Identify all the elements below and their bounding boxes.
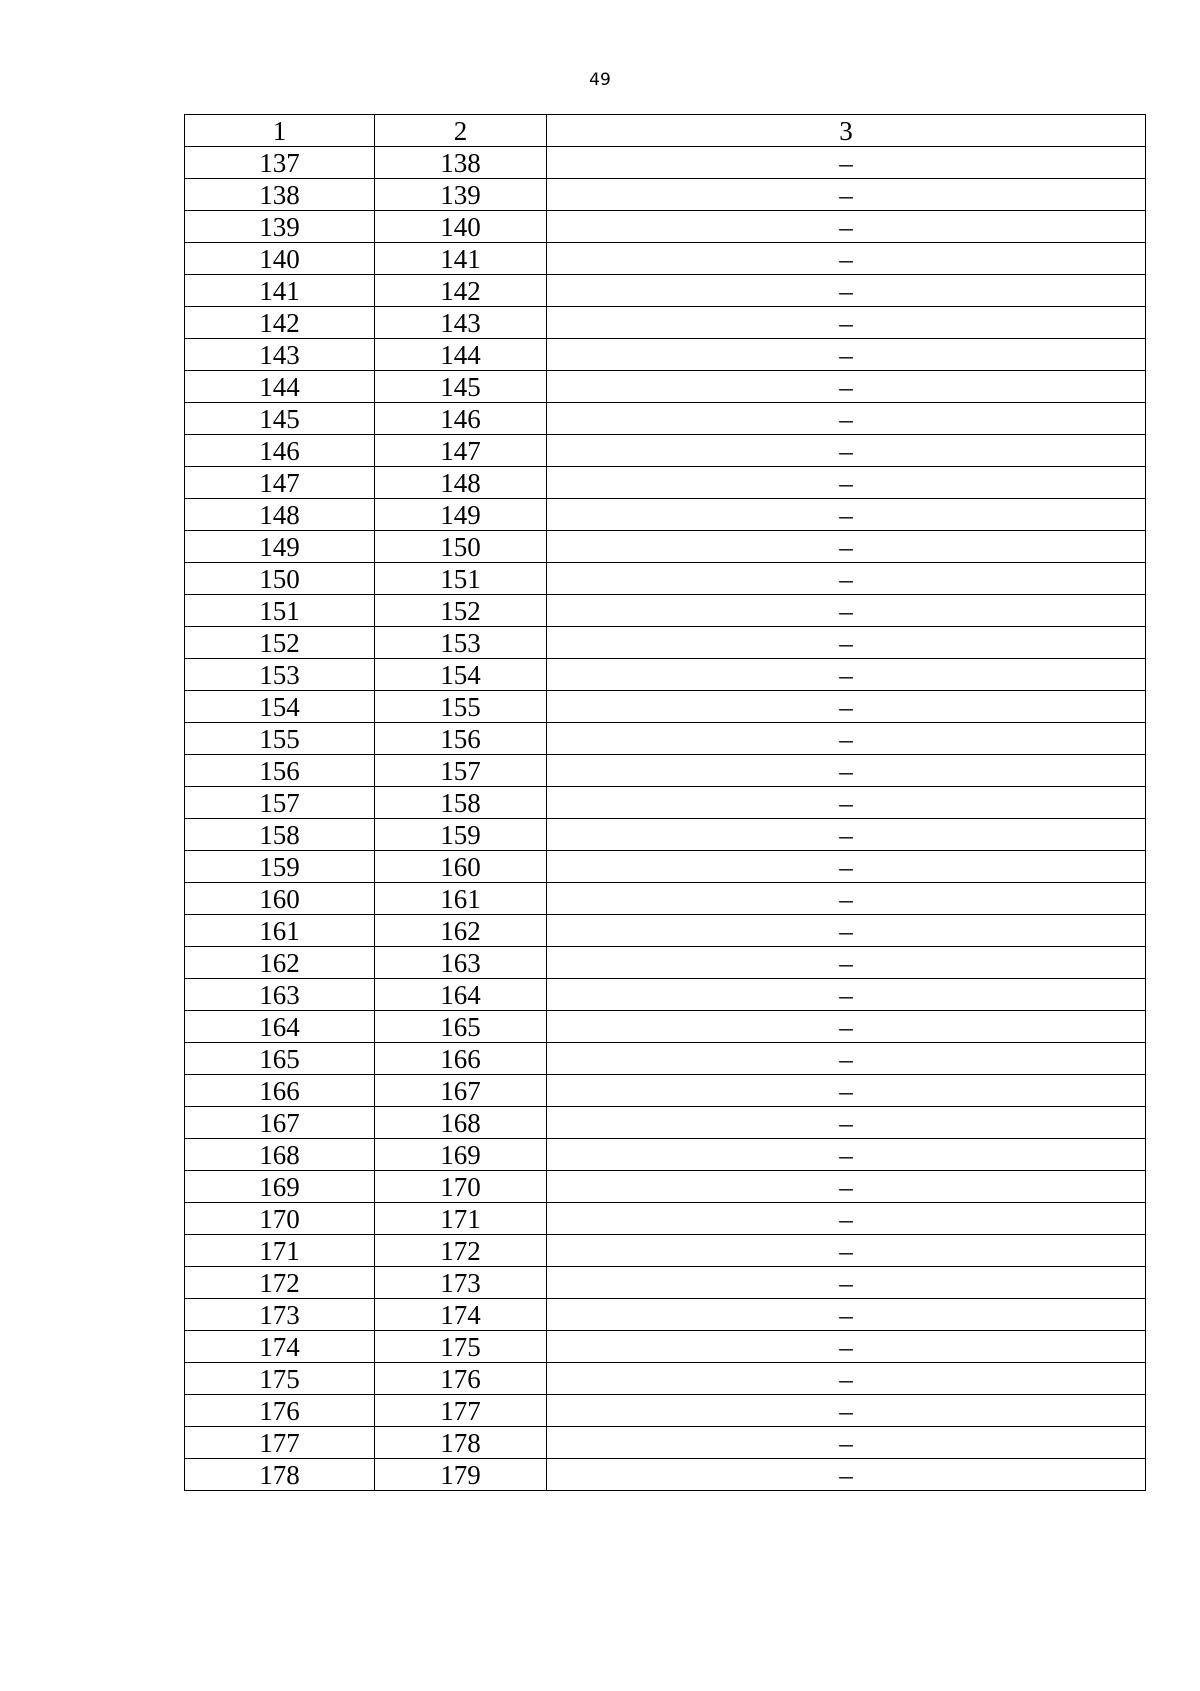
table-row (185, 1459, 1146, 1491)
cell-col-2: 157 (375, 755, 547, 787)
cell-col-1: 141 (185, 275, 375, 307)
cell-col-3 (547, 1107, 1146, 1139)
cell-col-1: 139 (185, 211, 375, 243)
cell-col-3 (547, 1331, 1146, 1363)
dash-value: – (839, 884, 853, 914)
dash-value: – (839, 1396, 853, 1426)
dash-value: – (839, 820, 853, 850)
cell-col-3 (547, 371, 1146, 403)
cell-col-2: 144 (375, 339, 547, 371)
column-header-3: 3 (547, 115, 1146, 147)
table-row (185, 1203, 1146, 1235)
cell-col-2: 170 (375, 1171, 547, 1203)
dash-value: – (839, 628, 853, 658)
cell-col-1: 146 (185, 435, 375, 467)
cell-col-2: 177 (375, 1395, 547, 1427)
cell-col-3 (547, 1235, 1146, 1267)
cell-col-2: 176 (375, 1363, 547, 1395)
cell-col-3 (547, 531, 1146, 563)
dash-value: – (839, 468, 853, 498)
table-row (185, 1235, 1146, 1267)
dash-value: – (839, 1204, 853, 1234)
table-row (185, 723, 1146, 755)
cell-col-1: 177 (185, 1427, 375, 1459)
cell-col-2: 168 (375, 1107, 547, 1139)
column-header-1: 1 (185, 115, 375, 147)
table-row (185, 947, 1146, 979)
table-row (185, 1299, 1146, 1331)
dash-value: – (839, 1236, 853, 1266)
cell-col-1: 151 (185, 595, 375, 627)
cell-col-2: 160 (375, 851, 547, 883)
dash-value: – (839, 852, 853, 882)
cell-col-3 (547, 819, 1146, 851)
cell-col-2: 138 (375, 147, 547, 179)
cell-col-1: 138 (185, 179, 375, 211)
cell-col-1: 162 (185, 947, 375, 979)
dash-value: – (839, 1268, 853, 1298)
table-row (185, 403, 1146, 435)
dash-value: – (839, 948, 853, 978)
dash-value: – (839, 1140, 853, 1170)
table-row (185, 1171, 1146, 1203)
table-row (185, 819, 1146, 851)
cell-col-1: 165 (185, 1043, 375, 1075)
table-row (185, 243, 1146, 275)
table-row (185, 1427, 1146, 1459)
page-number: 49 (589, 70, 611, 90)
dash-value: – (839, 148, 853, 178)
table-row (185, 627, 1146, 659)
cell-col-2: 171 (375, 1203, 547, 1235)
cell-col-2: 143 (375, 307, 547, 339)
dash-value: – (839, 1076, 853, 1106)
dash-value: – (839, 660, 853, 690)
header-row (185, 115, 1146, 147)
cell-col-3 (547, 339, 1146, 371)
cell-col-2: 165 (375, 1011, 547, 1043)
cell-col-2: 148 (375, 467, 547, 499)
cell-col-3 (547, 723, 1146, 755)
dash-value: – (839, 276, 853, 306)
cell-col-3 (547, 211, 1146, 243)
dash-value: – (839, 308, 853, 338)
cell-col-1: 166 (185, 1075, 375, 1107)
dash-value: – (839, 724, 853, 754)
cell-col-1: 160 (185, 883, 375, 915)
dash-value: – (839, 340, 853, 370)
table-row (185, 851, 1146, 883)
cell-col-1: 173 (185, 1299, 375, 1331)
table-row (185, 435, 1146, 467)
cell-col-3 (547, 147, 1146, 179)
cell-col-1: 167 (185, 1107, 375, 1139)
cell-col-3 (547, 1395, 1146, 1427)
table-body (185, 147, 1146, 1491)
cell-col-2: 152 (375, 595, 547, 627)
dash-value: – (839, 404, 853, 434)
cell-col-1: 144 (185, 371, 375, 403)
cell-col-3 (547, 1267, 1146, 1299)
dash-value: – (839, 564, 853, 594)
dash-value: – (839, 1300, 853, 1330)
cell-col-2: 162 (375, 915, 547, 947)
cell-col-2: 142 (375, 275, 547, 307)
cell-col-1: 163 (185, 979, 375, 1011)
table-row (185, 1107, 1146, 1139)
cell-col-3 (547, 1011, 1146, 1043)
cell-col-2: 150 (375, 531, 547, 563)
data-table (184, 114, 1146, 1491)
cell-col-1: 153 (185, 659, 375, 691)
cell-col-1: 155 (185, 723, 375, 755)
cell-col-2: 164 (375, 979, 547, 1011)
cell-col-1: 169 (185, 1171, 375, 1203)
table-row (185, 1395, 1146, 1427)
cell-col-1: 149 (185, 531, 375, 563)
cell-col-2: 141 (375, 243, 547, 275)
cell-col-2: 163 (375, 947, 547, 979)
dash-value: – (839, 1332, 853, 1362)
table-row (185, 883, 1146, 915)
table-row (185, 915, 1146, 947)
cell-col-3 (547, 403, 1146, 435)
cell-col-1: 154 (185, 691, 375, 723)
cell-col-3 (547, 307, 1146, 339)
dash-value: – (839, 692, 853, 722)
table-row (185, 595, 1146, 627)
cell-col-2: 145 (375, 371, 547, 403)
cell-col-3 (547, 1139, 1146, 1171)
cell-col-1: 137 (185, 147, 375, 179)
cell-col-2: 149 (375, 499, 547, 531)
cell-col-2: 172 (375, 1235, 547, 1267)
cell-col-2: 146 (375, 403, 547, 435)
cell-col-3 (547, 467, 1146, 499)
cell-col-3 (547, 1075, 1146, 1107)
cell-col-2: 154 (375, 659, 547, 691)
cell-col-3 (547, 1363, 1146, 1395)
table-row (185, 531, 1146, 563)
cell-col-3 (547, 1171, 1146, 1203)
cell-col-1: 156 (185, 755, 375, 787)
table-row (185, 979, 1146, 1011)
cell-col-2: 175 (375, 1331, 547, 1363)
table-row (185, 499, 1146, 531)
cell-col-1: 175 (185, 1363, 375, 1395)
cell-col-2: 166 (375, 1043, 547, 1075)
cell-col-3 (547, 947, 1146, 979)
cell-col-2: 167 (375, 1075, 547, 1107)
cell-col-3 (547, 627, 1146, 659)
dash-value: – (839, 1108, 853, 1138)
cell-col-1: 176 (185, 1395, 375, 1427)
cell-col-3 (547, 851, 1146, 883)
dash-value: – (839, 916, 853, 946)
table-row (185, 371, 1146, 403)
table-row (185, 1139, 1146, 1171)
cell-col-1: 142 (185, 307, 375, 339)
dash-value: – (839, 244, 853, 274)
table-row (185, 1011, 1146, 1043)
table-row (185, 467, 1146, 499)
table-row (185, 275, 1146, 307)
cell-col-1: 168 (185, 1139, 375, 1171)
table-header (185, 115, 1146, 147)
table-row (185, 563, 1146, 595)
cell-col-1: 140 (185, 243, 375, 275)
cell-col-2: 178 (375, 1427, 547, 1459)
cell-col-2: 158 (375, 787, 547, 819)
cell-col-2: 140 (375, 211, 547, 243)
dash-value: – (839, 1012, 853, 1042)
cell-col-3 (547, 883, 1146, 915)
cell-col-1: 145 (185, 403, 375, 435)
cell-col-2: 156 (375, 723, 547, 755)
dash-value: – (839, 436, 853, 466)
table-row (185, 787, 1146, 819)
cell-col-1: 174 (185, 1331, 375, 1363)
cell-col-1: 143 (185, 339, 375, 371)
cell-col-3 (547, 595, 1146, 627)
dash-value: – (839, 1460, 853, 1490)
cell-col-3 (547, 275, 1146, 307)
cell-col-1: 157 (185, 787, 375, 819)
cell-col-1: 171 (185, 1235, 375, 1267)
dash-value: – (839, 756, 853, 786)
cell-col-2: 169 (375, 1139, 547, 1171)
cell-col-3 (547, 499, 1146, 531)
cell-col-3 (547, 435, 1146, 467)
cell-col-2: 153 (375, 627, 547, 659)
cell-col-1: 152 (185, 627, 375, 659)
cell-col-3 (547, 1427, 1146, 1459)
cell-col-3 (547, 979, 1146, 1011)
dash-value: – (839, 532, 853, 562)
table-row (185, 1075, 1146, 1107)
cell-col-3 (547, 755, 1146, 787)
table-row (185, 179, 1146, 211)
table-row (185, 307, 1146, 339)
dash-value: – (839, 500, 853, 530)
cell-col-1: 164 (185, 1011, 375, 1043)
cell-col-3 (547, 563, 1146, 595)
cell-col-1: 178 (185, 1459, 375, 1491)
table-row (185, 339, 1146, 371)
cell-col-3 (547, 691, 1146, 723)
table-row (185, 1043, 1146, 1075)
dash-value: – (839, 180, 853, 210)
cell-col-1: 161 (185, 915, 375, 947)
cell-col-1: 148 (185, 499, 375, 531)
cell-col-2: 147 (375, 435, 547, 467)
cell-col-1: 172 (185, 1267, 375, 1299)
cell-col-3 (547, 243, 1146, 275)
cell-col-3 (547, 915, 1146, 947)
cell-col-1: 147 (185, 467, 375, 499)
cell-col-3 (547, 1203, 1146, 1235)
cell-col-2: 151 (375, 563, 547, 595)
cell-col-3 (547, 1299, 1146, 1331)
dash-value: – (839, 1044, 853, 1074)
dash-value: – (839, 980, 853, 1010)
table-row (185, 1331, 1146, 1363)
cell-col-2: 155 (375, 691, 547, 723)
table-row (185, 1267, 1146, 1299)
cell-col-3 (547, 1459, 1146, 1491)
cell-col-1: 159 (185, 851, 375, 883)
cell-col-2: 161 (375, 883, 547, 915)
table-row (185, 1363, 1146, 1395)
table-row (185, 659, 1146, 691)
dash-value: – (839, 788, 853, 818)
cell-col-2: 179 (375, 1459, 547, 1491)
cell-col-3 (547, 787, 1146, 819)
cell-col-3 (547, 179, 1146, 211)
cell-col-2: 159 (375, 819, 547, 851)
table-row (185, 147, 1146, 179)
cell-col-2: 173 (375, 1267, 547, 1299)
dash-value: – (839, 1364, 853, 1394)
cell-col-1: 150 (185, 563, 375, 595)
cell-col-2: 174 (375, 1299, 547, 1331)
cell-col-1: 158 (185, 819, 375, 851)
cell-col-2: 139 (375, 179, 547, 211)
dash-value: – (839, 212, 853, 242)
table-row (185, 755, 1146, 787)
dash-value: – (839, 1428, 853, 1458)
dash-value: – (839, 596, 853, 626)
dash-value: – (839, 1172, 853, 1202)
cell-col-3 (547, 1043, 1146, 1075)
cell-col-1: 170 (185, 1203, 375, 1235)
dash-value: – (839, 372, 853, 402)
table-row (185, 691, 1146, 723)
cell-col-3 (547, 659, 1146, 691)
column-header-2: 2 (375, 115, 547, 147)
table-row (185, 211, 1146, 243)
